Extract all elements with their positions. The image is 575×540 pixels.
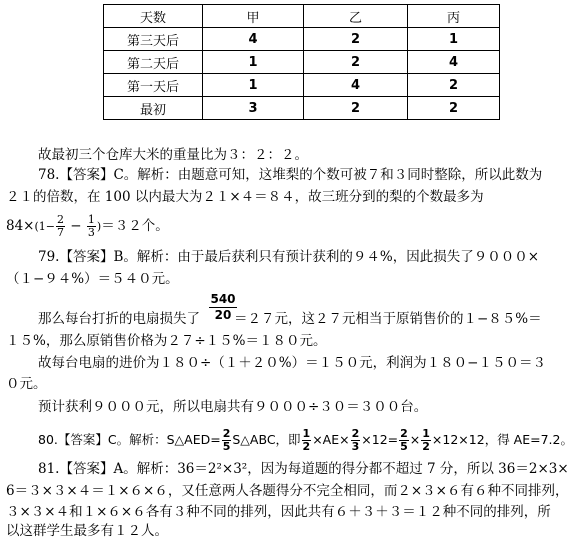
header-cell-yi: 乙 (304, 5, 408, 28)
table-cell: 2 (304, 97, 408, 120)
formula-text: (1− (34, 220, 56, 233)
fraction-numerator: 2 (351, 427, 360, 440)
fraction (222, 428, 232, 453)
table-cell: 4 (203, 28, 304, 51)
answer-79-line: 79.【答案】B。解析：由于最后获利只有预计获利的９４%，因此损失了９０００× (38, 249, 540, 265)
fraction (302, 428, 312, 453)
table-row (104, 51, 500, 74)
fraction-denominator: 3 (351, 440, 360, 453)
formula-text: S△ABC，即 (232, 432, 301, 447)
formula-text: 84× (6, 218, 35, 234)
table-cell: 2 (304, 28, 408, 51)
table-row (104, 28, 500, 51)
text-line (38, 310, 542, 328)
fraction (399, 428, 409, 453)
answer-78-line: 78.【答案】C。解析：由题意可知，这堆梨的个数可被７和３同时整除，所以此数为 (38, 167, 543, 183)
formula-text: ，得 AE=7.2。 (484, 432, 573, 447)
fraction (56, 214, 65, 239)
text-line: 故最初三个仓库大米的重量比为３：２：２。 (38, 147, 308, 163)
fraction-numerator: 1 (87, 213, 95, 226)
text-segment: ＝２７元，这２７元相当于原销售价的１−８５%＝ (234, 311, 542, 327)
text-line: 故每台电扇的进价为１８０÷（１＋２０%）＝１５０元，利润为１８０−１５０＝３ (38, 355, 546, 371)
fraction-denominator: 7 (57, 226, 65, 239)
answer-80-line (38, 428, 573, 453)
row-label: 第一天后 (104, 74, 203, 97)
text-line: ３×３×４和１×６×６各有３种不同的排列，因此共有６＋３＋３＝１２种不同的排列，所 (6, 504, 551, 520)
fraction-numerator: 2 (57, 213, 65, 226)
fraction-denominator: 5 (222, 440, 231, 453)
fraction (421, 428, 431, 453)
header-cell-bing: 丙 (408, 5, 500, 28)
formula-text: ×12= (361, 432, 399, 447)
table-cell: 1 (203, 51, 304, 74)
fraction (351, 428, 361, 453)
formula-text: 80.【答案】C。解析：S△AED= (38, 432, 221, 447)
formula-text: ×AE× (312, 432, 350, 447)
text-line: 以这群学生最多有１２人。 (6, 523, 168, 539)
formula-text: ) (96, 220, 102, 233)
table-cell: 1 (408, 28, 500, 51)
table-cell: 4 (408, 51, 500, 74)
fraction (87, 214, 96, 239)
fraction-denominator: 3 (87, 226, 95, 239)
fraction-numerator: 1 (302, 427, 311, 440)
table-cell: 2 (304, 51, 408, 74)
formula-text: ＝３２个。 (101, 218, 169, 234)
formula-line-78 (6, 214, 169, 239)
table-cell: 4 (304, 74, 408, 97)
text-line: １５%，那么原销售价格为２７÷１５%＝１８０元。 (6, 333, 327, 349)
text-segment: 那么每台打折的电扇损失了 (38, 311, 200, 327)
fraction-denominator: 2 (422, 440, 430, 453)
table-cell: 1 (203, 74, 304, 97)
text-line: 预计获利９０００元，所以电扇共有９０００÷３０＝３００台。 (38, 399, 428, 415)
answer-81-line: 81.【答案】A。解析：36＝2²×3²，因为每道题的得分都不超过 7 分，所以 36＝2×3× (38, 461, 569, 477)
table-cell: 2 (408, 97, 500, 120)
row-label: 第三天后 (104, 28, 203, 51)
table-header-row (104, 5, 500, 28)
header-cell-days: 天数 (104, 5, 203, 28)
fraction-numerator: 1 (422, 427, 430, 440)
text-line: ２１的倍数，在 100 以内最大为２１×４＝８４，故三班分到的梨的个数最多为 (6, 189, 484, 205)
fraction-denominator: 20 (214, 308, 232, 322)
fraction-numerator: 540 (210, 292, 236, 306)
fraction-numerator: 2 (400, 427, 408, 440)
fraction-denominator: 5 (400, 440, 408, 453)
fraction-denominator: 2 (302, 440, 311, 453)
table-cell: 3 (203, 97, 304, 120)
fraction-numerator: 2 (222, 427, 231, 440)
formula-text: ×12×12 (431, 432, 485, 447)
formula-text: × (409, 432, 421, 447)
table-row (104, 74, 500, 97)
header-cell-jia: 甲 (203, 5, 304, 28)
text-line: 6＝３×３×４＝１×６×６，又任意两人各题得分不完全相同，而２×３×６有６种不同排列， (6, 483, 569, 499)
text-line: （１−９４%）＝５４０元。 (6, 271, 179, 287)
formula-text: − (66, 218, 86, 234)
allocation-table (103, 4, 500, 120)
row-label: 第二天后 (104, 51, 203, 74)
row-label: 最初 (104, 97, 203, 120)
table-row (104, 97, 500, 120)
table-cell: 2 (408, 74, 500, 97)
text-line: ０元。 (6, 376, 47, 392)
